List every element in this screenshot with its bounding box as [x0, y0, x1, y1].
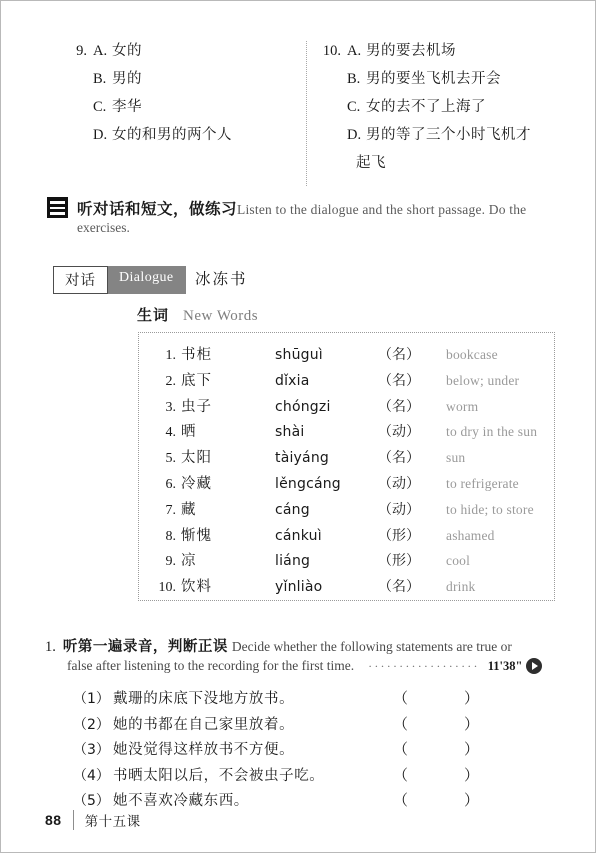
vocabulary-row: [139, 575, 554, 601]
exercise-1-heading: [45, 635, 557, 674]
vocab-definition: cool: [446, 553, 471, 569]
vocabulary-row: [139, 369, 554, 395]
vocab-definition: to dry in the sun: [446, 424, 538, 440]
dialogue-label-bar: [53, 266, 186, 294]
vocab-index: 1.: [165, 348, 176, 363]
question-column-9: [61, 39, 301, 151]
vocab-definition: sun: [446, 450, 466, 466]
vocab-part-of-speech: （名）: [378, 347, 420, 363]
vocab-pinyin: cáng: [275, 501, 310, 518]
vocab-index: 10.: [158, 580, 176, 596]
vocab-part-of-speech: （形）: [378, 527, 420, 544]
page-number: 88: [45, 812, 62, 828]
section-title-en-continuation: exercises.: [77, 220, 130, 235]
vocabulary-row: [139, 395, 554, 421]
question-option-row: [61, 95, 301, 120]
vocab-pinyin: shài: [275, 424, 305, 441]
dot-leader: ··················: [368, 658, 480, 673]
option-letter: C.: [93, 99, 107, 115]
vocab-pinyin: dǐxia: [275, 372, 310, 389]
vocab-part-of-speech: （名）: [378, 450, 420, 467]
vocab-pinyin: yǐnliào: [275, 579, 323, 596]
statement-row: [73, 713, 493, 739]
question-number: 9.: [76, 43, 87, 59]
vocab-pinyin: liáng: [275, 553, 311, 570]
lesson-title: 第十五课: [84, 814, 141, 830]
vocab-part-of-speech: （动）: [378, 475, 420, 492]
question-option-row: [61, 123, 301, 148]
statement-index: （4）: [73, 767, 110, 784]
question-number: 10.: [322, 43, 341, 59]
vocab-index: 4.: [165, 425, 176, 441]
dialogue-title: 冰冻书: [195, 270, 248, 288]
vocab-index: 7.: [165, 502, 176, 518]
section-title-en: Listen to the dialogue and the short passage. Do the: [237, 202, 527, 217]
answer-blank[interactable]: [393, 789, 493, 810]
vocabulary-box: [138, 332, 555, 601]
vocab-part-of-speech: （动）: [378, 501, 420, 518]
vocab-definition: drink: [446, 579, 476, 595]
statement-text: 她没觉得这样放书不方便。: [113, 742, 295, 759]
statement-row: [73, 764, 493, 790]
option-letter: D.: [93, 127, 108, 143]
option-text-continuation: 起飞: [356, 155, 386, 171]
true-false-statement-list: [73, 687, 493, 815]
vocabulary-row: [139, 498, 554, 524]
vocab-word: 底下: [181, 372, 212, 389]
vocab-word: 惭愧: [181, 527, 212, 544]
option-letter: B.: [93, 71, 107, 87]
exercise-number: 1.: [45, 639, 56, 655]
play-icon[interactable]: [526, 658, 542, 674]
paren-close: ）: [463, 714, 479, 733]
column-divider: [306, 41, 307, 186]
vocab-index: 6.: [165, 476, 176, 492]
vocab-pinyin: chóngzi: [275, 398, 331, 415]
paren-open: （: [393, 740, 409, 759]
paren-close: ）: [463, 740, 479, 759]
question-column-10: [311, 39, 555, 176]
answer-blank[interactable]: [393, 764, 493, 785]
question-option-row: [311, 67, 555, 92]
option-letter: D.: [347, 127, 362, 143]
vocab-index: 8.: [165, 528, 176, 544]
footer-divider: [73, 810, 74, 830]
option-text: 女的: [112, 43, 142, 59]
page-footer: [45, 810, 141, 830]
option-letter: A.: [347, 43, 362, 59]
vocab-part-of-speech: （形）: [378, 553, 420, 570]
exercise-title-en: Decide whether the following statements are true or: [231, 639, 512, 654]
exercise-title-en-continuation: false after listening to the recording for the first time.: [67, 658, 355, 673]
question-option-row: [61, 39, 301, 64]
answer-blank[interactable]: [393, 687, 493, 708]
statement-index: （3）: [73, 742, 110, 759]
vocabulary-row: [139, 549, 554, 575]
option-text: 女的去不了上海了: [366, 99, 486, 115]
vocab-word: 冷藏: [181, 475, 212, 492]
vocabulary-row: [139, 472, 554, 498]
answer-blank[interactable]: [393, 738, 493, 759]
statement-row: [73, 687, 493, 713]
vocab-part-of-speech: （名）: [378, 372, 420, 389]
vocab-definition: ashamed: [446, 527, 495, 543]
paren-close: ）: [463, 791, 479, 810]
vocab-index: 3.: [165, 399, 176, 415]
vocab-word: 饮料: [181, 579, 212, 596]
exercise-title-cn: 听第一遍录音，判断正误: [62, 639, 228, 655]
vocab-index: 9.: [165, 554, 176, 570]
listening-questions-block: [43, 39, 555, 189]
option-text: 男的等了三个小时飞机才: [366, 127, 531, 143]
dialogue-label-en: Dialogue: [108, 266, 186, 294]
vocabulary-row: [139, 524, 554, 550]
vocab-word: 晒: [181, 424, 197, 441]
audio-timecode: 11'38": [487, 658, 523, 673]
vocab-definition: bookcase: [446, 347, 498, 362]
vocab-word: 藏: [181, 501, 197, 518]
new-words-heading-cn: 生词: [137, 306, 170, 324]
option-text: 男的要去机场: [366, 43, 456, 59]
option-text: 女的和男的两个人: [112, 127, 232, 143]
option-text: 男的: [112, 71, 142, 87]
vocab-index: 2.: [165, 373, 176, 389]
paren-open: （: [393, 714, 409, 733]
vocab-word: 书柜: [181, 347, 212, 363]
statement-text: 戴珊的床底下没地方放书。: [113, 691, 295, 707]
option-letter: B.: [347, 71, 361, 87]
option-letter: A.: [93, 43, 108, 59]
vocabulary-row: [139, 420, 554, 446]
question-option-row: [311, 123, 555, 148]
statement-row: [73, 738, 493, 764]
option-text: 男的要坐飞机去开会: [366, 71, 501, 87]
option-text: 李华: [112, 99, 142, 115]
vocab-pinyin: shūguì: [275, 347, 323, 363]
vocabulary-row: [139, 343, 554, 369]
vocab-word: 凉: [181, 553, 197, 570]
vocab-definition: worm: [446, 398, 479, 414]
vocab-definition: to refrigerate: [446, 475, 519, 491]
vocab-pinyin: tàiyáng: [275, 450, 329, 467]
vocab-pinyin: cánkuì: [275, 527, 322, 544]
vocab-part-of-speech: （动）: [378, 424, 420, 441]
answer-blank[interactable]: [393, 713, 493, 734]
new-words-heading-en: New Words: [183, 308, 259, 324]
statement-text: 她不喜欢冷藏东西。: [113, 793, 249, 810]
question-option-row: [61, 67, 301, 92]
section-title-cn: 听对话和短文，做练习: [77, 200, 238, 218]
new-words-heading: [137, 304, 258, 325]
question-option-row: [311, 95, 555, 120]
paren-open: （: [393, 765, 409, 784]
paren-open: （: [393, 791, 409, 810]
vocab-part-of-speech: （名）: [378, 579, 420, 596]
statement-index: （5）: [73, 793, 110, 810]
section-heading: [47, 197, 555, 236]
question-option-row: [311, 39, 555, 64]
vocab-part-of-speech: （名）: [378, 398, 420, 415]
paren-close: ）: [463, 689, 479, 707]
three-bars-icon: [47, 197, 68, 218]
dialogue-label-cn: 对话: [53, 266, 108, 294]
vocab-word: 虫子: [181, 398, 212, 415]
paren-open: （: [393, 689, 409, 707]
vocabulary-row: [139, 446, 554, 472]
vocab-pinyin: lěngcáng: [275, 475, 341, 492]
option-letter: C.: [347, 99, 361, 115]
vocab-definition: to hide; to store: [446, 501, 534, 517]
statement-text: 她的书都在自己家里放着。: [113, 716, 295, 733]
paren-close: ）: [463, 765, 479, 784]
statement-text: 书晒太阳以后，不会被虫子吃。: [113, 767, 325, 784]
statement-index: （2）: [73, 716, 110, 733]
statement-index: （1）: [73, 691, 110, 707]
vocab-word: 太阳: [181, 450, 212, 467]
vocab-definition: below; under: [446, 372, 520, 388]
vocab-index: 5.: [165, 451, 176, 467]
